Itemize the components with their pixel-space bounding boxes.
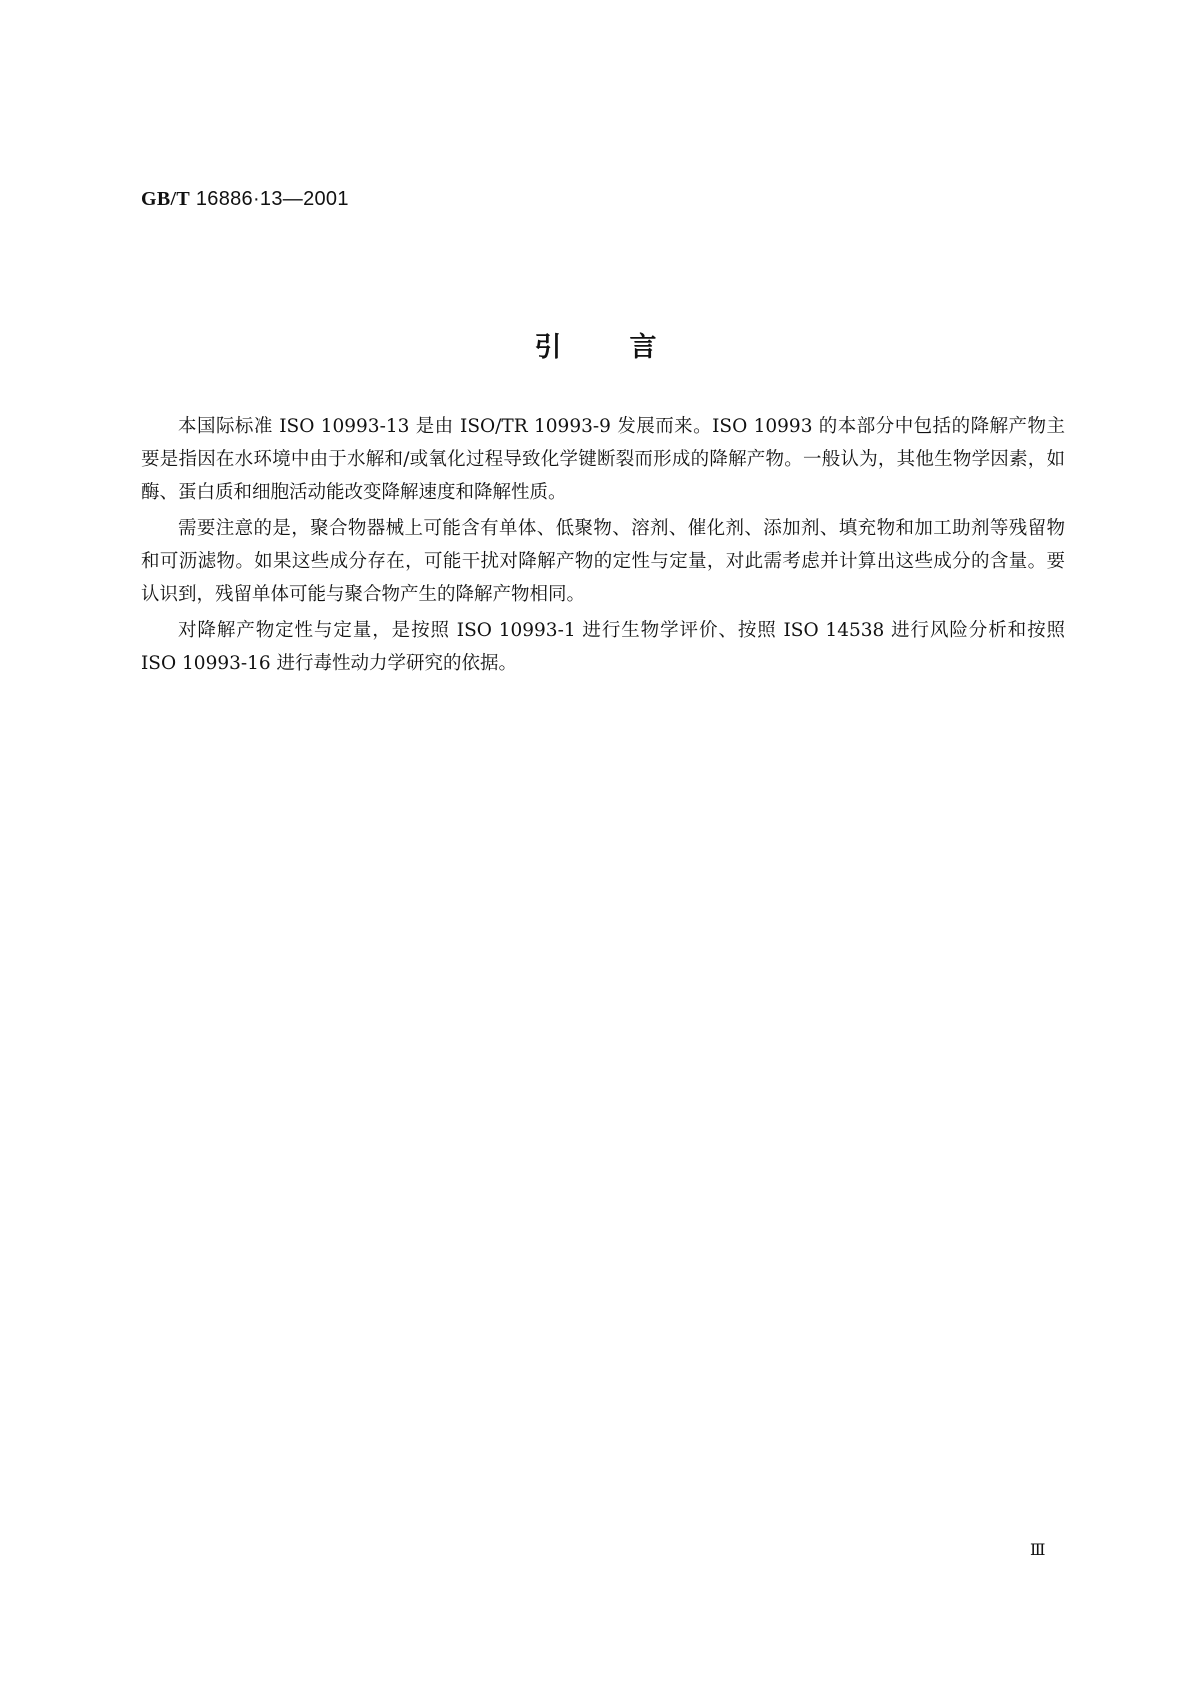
paragraph-3: 对降解产物定性与定量，是按照 ISO 10993-1 进行生物学评价、按照 ISO 14538 进行风险分析和按照 ISO 10993-16 进行毒性动力学研究的依据。 — [141, 620, 1065, 674]
document-code-prefix: GB/T — [141, 188, 190, 210]
document-code — [141, 188, 349, 211]
section-title: 引言 — [534, 332, 725, 363]
body-text — [141, 410, 1065, 683]
paragraph-2: 需要注意的是，聚合物器械上可能含有单体、低聚物、溶剂、催化剂、添加剂、填充物和加工助剂等残留物和可沥滤物。如果这些成分存在，可能干扰对降解产物的定性与定量，对此需考虑并计算出这些成分的含量。要认识到，残留单体可能与聚合物产生的降解产物相同。 — [141, 518, 1065, 605]
document-code-number: 16886·13—2001 — [190, 188, 349, 210]
paragraph-1: 本国际标准 ISO 10993-13 是由 ISO/TR 10993-9 发展而来。ISO 10993 的本部分中包括的降解产物主要是指因在水环境中由于水解和/或氧化过程导致化学键断裂而形成的降解产物。一般认为，其他生物学因素，如酶、蛋白质和细胞活动能改变降解速度和降解性质。 — [141, 416, 1065, 503]
page-number: Ⅲ — [1030, 1540, 1046, 1559]
